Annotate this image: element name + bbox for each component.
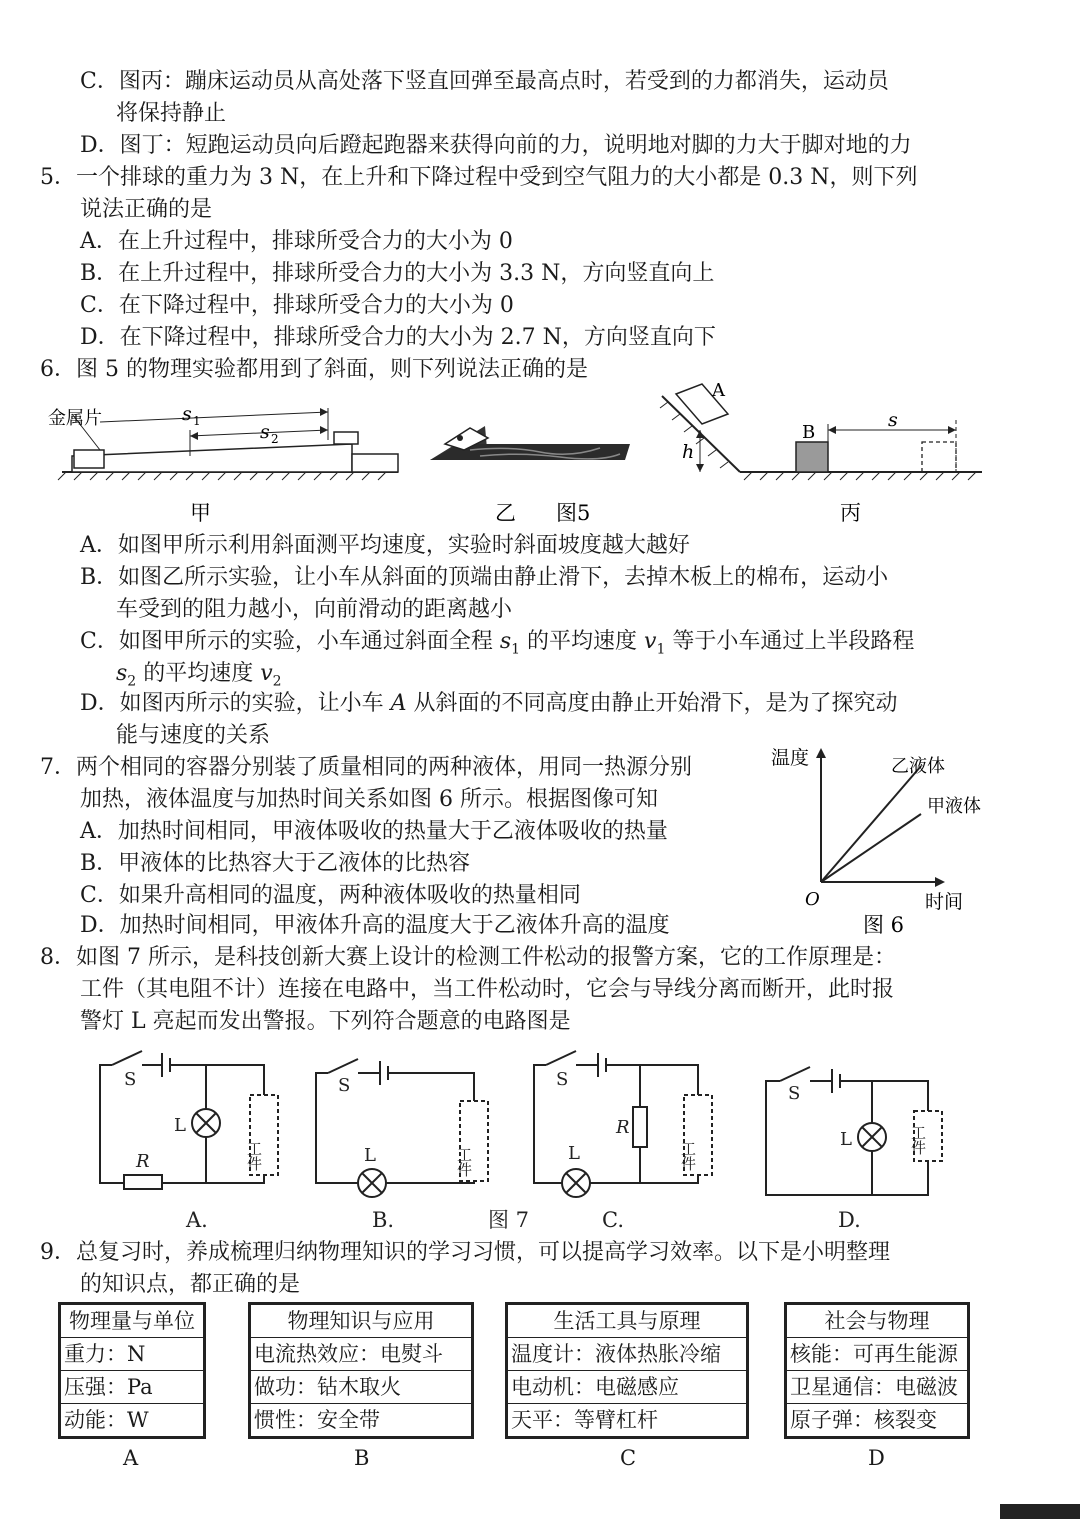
table-c-label: C [620, 1446, 637, 1470]
table-a-row: 压强：Pa [60, 1371, 205, 1404]
circuit-d-workpiece: 工件 [909, 1125, 927, 1155]
circuit-c-l: L [568, 1143, 580, 1164]
table-b-row: 惯性：安全带 [250, 1404, 473, 1438]
q4-option-d: D．图丁：短跑运动员向后蹬起跑器来获得向前的力，说明地对脚的力大于脚对地的力 [80, 133, 912, 158]
table-d-row: 原子弹：核裂变 [786, 1404, 969, 1438]
table-d-row: 卫星通信：电磁波 [786, 1371, 969, 1404]
figure-5 [40, 380, 1000, 530]
table-d [784, 1302, 970, 1439]
figure-5-bing [660, 380, 982, 480]
label-block-b: B [802, 422, 816, 443]
table-b-row: 电流热效应：电熨斗 [250, 1338, 473, 1371]
label-metal-plate: 金属片 [48, 408, 102, 429]
q6-stem: 6．图 5 的物理实验都用到了斜面，则下列说法正确的是 [40, 357, 588, 382]
circuit-c-s: S [556, 1069, 569, 1090]
figure-5-jia [48, 403, 398, 480]
figure-7 [90, 1045, 990, 1240]
circuit-a-workpiece: 工件 [245, 1141, 263, 1171]
metal-plate [74, 450, 104, 468]
y-axis-arrow [816, 748, 826, 758]
circuit-d-l: L [840, 1129, 852, 1150]
caption-figure-6: 图 6 [863, 913, 905, 937]
q7-stem-line2: 加热，液体温度与加热时间关系如图 6 所示。根据图像可知 [80, 787, 658, 812]
q5-stem-line1: 5．一个排球的重力为 3 N，在上升和下降过程中受到空气阻力的大小都是 0.3 N，则下列 [40, 165, 918, 190]
figure-6-chart [765, 742, 995, 942]
table-b-row: 做功：钻木取火 [250, 1371, 473, 1404]
q4-option-c-line2: 将保持静止 [116, 101, 227, 126]
label-h: h [682, 441, 695, 463]
label-s1: s [182, 403, 192, 425]
circuit-a-l: L [174, 1115, 186, 1136]
circuit-b-workpiece: 工件 [455, 1147, 473, 1177]
caption-yi: 乙 [495, 501, 516, 525]
caption-figure-7: 图 7 [488, 1208, 530, 1232]
caption-a: A. [186, 1208, 208, 1232]
q6-option-c-line2: $s_2$ 的平均速度 $v_2$ [116, 661, 282, 690]
q6-option-d-line2: 能与速度的关系 [116, 723, 271, 748]
q7-option-b: B．甲液体的比热容大于乙液体的比热容 [80, 851, 471, 876]
table-a-header: 物理量与单位 [60, 1304, 205, 1338]
table-c-row: 电动机：电磁感应 [507, 1371, 748, 1404]
q5-option-b: B．在上升过程中，排球所受合力的大小为 3.3 N，方向竖直向上 [80, 261, 715, 286]
q6-option-a: A．如图甲所示利用斜面测平均速度，实验时斜面坡度越大越好 [80, 533, 690, 558]
q8-stem-line2: 工件（其电阻不计）连接在电路中，当工件松动时，它会与导线分离而断开，此时报 [80, 977, 895, 1002]
q5-option-a: A．在上升过程中，排球所受合力的大小为 0 [80, 229, 513, 254]
q6-option-b-line1: B．如图乙所示实验，让小车从斜面的顶端由静止滑下，去掉木板上的棉布，运动小 [80, 565, 889, 590]
table-d-label: D [868, 1446, 885, 1470]
label-cart-a: A [712, 380, 725, 401]
circuit-a-s: S [124, 1069, 137, 1090]
q6-option-b-line2: 车受到的阻力越小，向前滑动的距离越小 [116, 597, 513, 622]
circuit-d-s: S [788, 1083, 801, 1104]
table-a-row: 动能：W [60, 1404, 205, 1438]
caption-jia: 甲 [190, 501, 211, 525]
q5-option-d: D．在下降过程中，排球所受合力的大小为 2.7 N，方向竖直向下 [80, 325, 716, 350]
support-block [352, 454, 398, 472]
label-s2: s [260, 421, 270, 443]
caption-b: B. [372, 1208, 395, 1232]
label-s1-sub: 1 [193, 414, 201, 428]
table-c-row: 温度计：液体热胀冷缩 [507, 1338, 748, 1371]
circuit-a-r: R [136, 1151, 150, 1172]
q7-stem-line1: 7．两个相同的容器分别装了质量相同的两种液体，用同一热源分别 [40, 755, 692, 780]
x-axis-label: 时间 [925, 891, 964, 913]
label-s2-sub: 2 [271, 432, 279, 446]
circuit-c-workpiece: 工件 [679, 1141, 697, 1171]
q7-option-a: A．加热时间相同，甲液体吸收的热量大于乙液体吸收的热量 [80, 819, 668, 844]
q7-option-d: D．加热时间相同，甲液体升高的温度大于乙液体升高的温度 [80, 913, 670, 938]
q5-stem-line2: 说法正确的是 [80, 197, 213, 222]
series-label-jia: 甲液体 [927, 796, 981, 817]
circuit-c-r: R [616, 1117, 630, 1138]
q9-stem-line2: 的知识点，都正确的是 [80, 1272, 301, 1297]
cart-icon [334, 432, 358, 444]
table-c-row: 天平：等臂杠杆 [507, 1404, 748, 1438]
x-axis-arrow [935, 877, 945, 887]
caption-bing: 丙 [840, 501, 861, 525]
table-c [505, 1302, 749, 1439]
series-label-yi: 乙液体 [891, 756, 945, 777]
circuit-b-l: L [364, 1145, 376, 1166]
table-b-label: B [354, 1446, 370, 1470]
q6-option-c-line1: C．如图甲所示的实验，小车通过斜面全程 $s_1$ 的平均速度 $v_1$ 等于小车通过上半段路程 [80, 629, 915, 658]
page-corner-mark [1000, 1504, 1080, 1519]
table-a-row: 重力：N [60, 1338, 205, 1371]
table-b-header: 物理知识与应用 [250, 1304, 473, 1338]
y-axis-label: 温度 [771, 747, 810, 769]
q4-option-c-line1: C．图丙：蹦床运动员从高处落下竖直回弹至最高点时，若受到的力都消失，运动员 [80, 69, 889, 94]
q7-option-c: C．如果升高相同的温度，两种液体吸收的热量相同 [80, 883, 581, 908]
table-d-row: 核能：可再生能源 [786, 1338, 969, 1371]
q5-option-c: C．在下降过程中，排球所受合力的大小为 0 [80, 293, 514, 318]
q8-stem-line3: 警灯 L 亮起而发出警报。下列符合题意的电路图是 [80, 1009, 571, 1034]
caption-c: C. [602, 1208, 624, 1232]
caption-figure-5: 图5 [556, 501, 591, 525]
table-a [58, 1302, 206, 1439]
table-c-header: 生活工具与原理 [507, 1304, 748, 1338]
table-b [248, 1302, 474, 1439]
q6-option-d-line1: D．如图丙所示的实验，让小车 A 从斜面的不同高度由静止开始滑下，是为了探究动 [80, 691, 898, 716]
table-d-header: 社会与物理 [786, 1304, 969, 1338]
block-b [796, 442, 828, 472]
circuit-b-s: S [338, 1075, 351, 1096]
caption-d: D. [838, 1208, 861, 1232]
q9-stem-line1: 9．总复习时，养成梳理归纳物理知识的学习习惯，可以提高学习效率。以下是小明整理 [40, 1240, 890, 1265]
incline-board [72, 444, 352, 472]
label-s: s [888, 409, 898, 431]
table-a-label: A [123, 1446, 139, 1470]
origin-label: O [805, 889, 820, 910]
q8-stem-line1: 8．如图 7 所示，是科技创新大赛上设计的检测工件松动的报警方案，它的工作原理是： [40, 945, 896, 970]
figure-5-yi [430, 426, 630, 460]
